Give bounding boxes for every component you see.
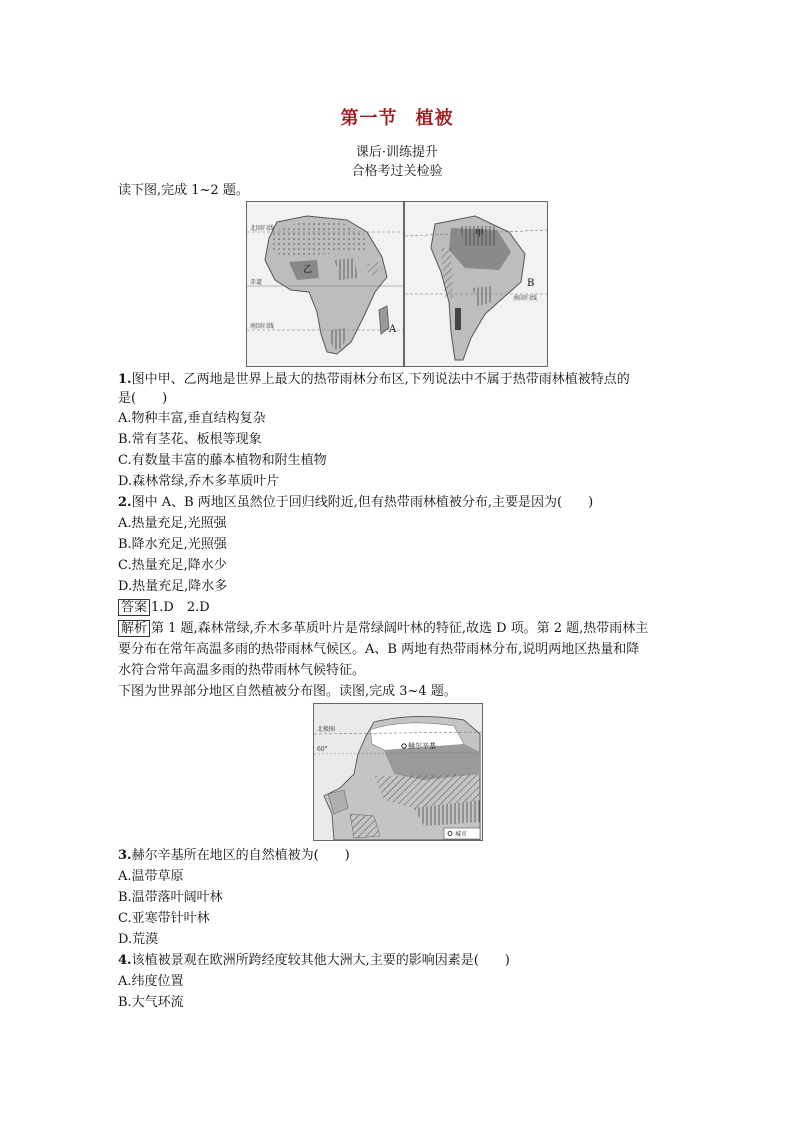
q2-stem-text: 图中 A、B 两地区虽然位于回归线附近,但有热带雨林植被分布,主要是因为( ) xyxy=(131,495,594,510)
africa-map xyxy=(246,201,404,367)
answer-tag: 答案 xyxy=(118,599,150,616)
q1-stem-text: 图中甲、乙两地是世界上最大的热带雨林分布区,下列说法中不属于热带雨林植被特点的 xyxy=(131,372,630,387)
intro-3-4: 下图为世界部分地区自然植被分布图。读图,完成 3~4 题。 xyxy=(118,684,457,699)
helsinki-marker xyxy=(402,744,406,748)
page-title xyxy=(0,104,794,130)
analysis-line3: 水符合常年高温多雨的热带雨林气候特征。 xyxy=(118,663,366,678)
q4-stem xyxy=(118,950,688,971)
label-helsinki: 赫尔辛基 xyxy=(408,742,436,750)
q2-option-c: C.热量充足,降水少 xyxy=(118,558,227,573)
chile-zone xyxy=(455,308,461,330)
legend-city-label: 城市 xyxy=(455,831,468,838)
intro-1-2: 读下图,完成 1~2 题。 xyxy=(118,183,249,198)
label-jia: 甲 xyxy=(475,229,485,239)
q1-option-b: B.常有茎花、板根等现象 xyxy=(118,432,262,447)
city-legend-icon xyxy=(448,832,452,836)
analysis-line2: 要分布在常年高温多雨的热带雨林气候区。A、B 两地有热带雨林分布,说明两地区热量和降 xyxy=(118,642,640,657)
q4-option-b: B.大气环流 xyxy=(118,995,184,1010)
q2-number: 2. xyxy=(118,495,132,510)
level-heading: 合格考过关检验 xyxy=(351,164,443,179)
answer-text: 1.D 2.D xyxy=(151,600,210,615)
answer-row xyxy=(118,597,688,618)
q1-option-d: D.森林常绿,乔木多革质叶片 xyxy=(118,474,280,489)
q3-option-a: A.温带草原 xyxy=(118,869,184,884)
label-lat60: 60° xyxy=(317,746,328,753)
q3-number: 3. xyxy=(118,848,132,863)
q2-stem xyxy=(118,492,688,513)
q3-stem-text: 赫尔辛基所在地区的自然植被为( ) xyxy=(131,848,350,863)
q3-option-b: B.温带落叶阔叶林 xyxy=(118,890,223,905)
analysis-tag: 解析 xyxy=(118,620,150,637)
q3-option-c: C.亚寒带针叶林 xyxy=(118,911,210,926)
title-topic: 植被 xyxy=(415,108,454,129)
q2-option-a: A.热量充足,光照强 xyxy=(118,516,227,531)
label-equator: 赤道 xyxy=(250,279,263,286)
label-tropic-north: 北回归线 xyxy=(250,225,275,232)
q3-stem xyxy=(118,845,688,866)
label-arctic-circle: 北极圈 xyxy=(317,726,336,733)
q1-option-c: C.有数量丰富的藤本植物和附生植物 xyxy=(118,453,327,468)
label-point-a: A xyxy=(389,324,397,335)
label-yi: 乙 xyxy=(303,265,313,275)
europe-map xyxy=(313,703,483,841)
q1-stem-line1 xyxy=(118,369,688,390)
label-tropic-south: 南回归线 xyxy=(250,323,275,330)
q4-option-a: A.纬度位置 xyxy=(118,974,184,989)
label-tropic-south-sa: 南回归线 xyxy=(513,295,538,302)
q3-option-d: D.荒漠 xyxy=(118,932,159,947)
q1-option-a: A.物种丰富,垂直结构复杂 xyxy=(118,411,266,426)
q2-option-d: D.热量充足,降水多 xyxy=(118,579,228,594)
q4-number: 4. xyxy=(118,953,132,968)
title-section: 第一节 xyxy=(340,108,398,129)
q4-stem-text: 该植被景观在欧洲所跨经度较其他大洲大,主要的影响因素是( ) xyxy=(131,953,510,968)
analysis-text-1: 第 1 题,森林常绿,乔木多革质叶片是常绿阔叶林的特征,故选 D 项。第 2 题,热带雨林主 xyxy=(151,621,649,636)
subtitle: 课后·训练提升 xyxy=(355,145,439,160)
q1-number: 1. xyxy=(118,372,132,387)
south-america-map xyxy=(404,201,548,367)
q1-stem-line2: 是( ) xyxy=(118,391,168,406)
analysis-line1 xyxy=(118,618,688,639)
q2-option-b: B.降水充足,光照强 xyxy=(118,537,227,552)
label-point-b: B xyxy=(527,278,535,289)
